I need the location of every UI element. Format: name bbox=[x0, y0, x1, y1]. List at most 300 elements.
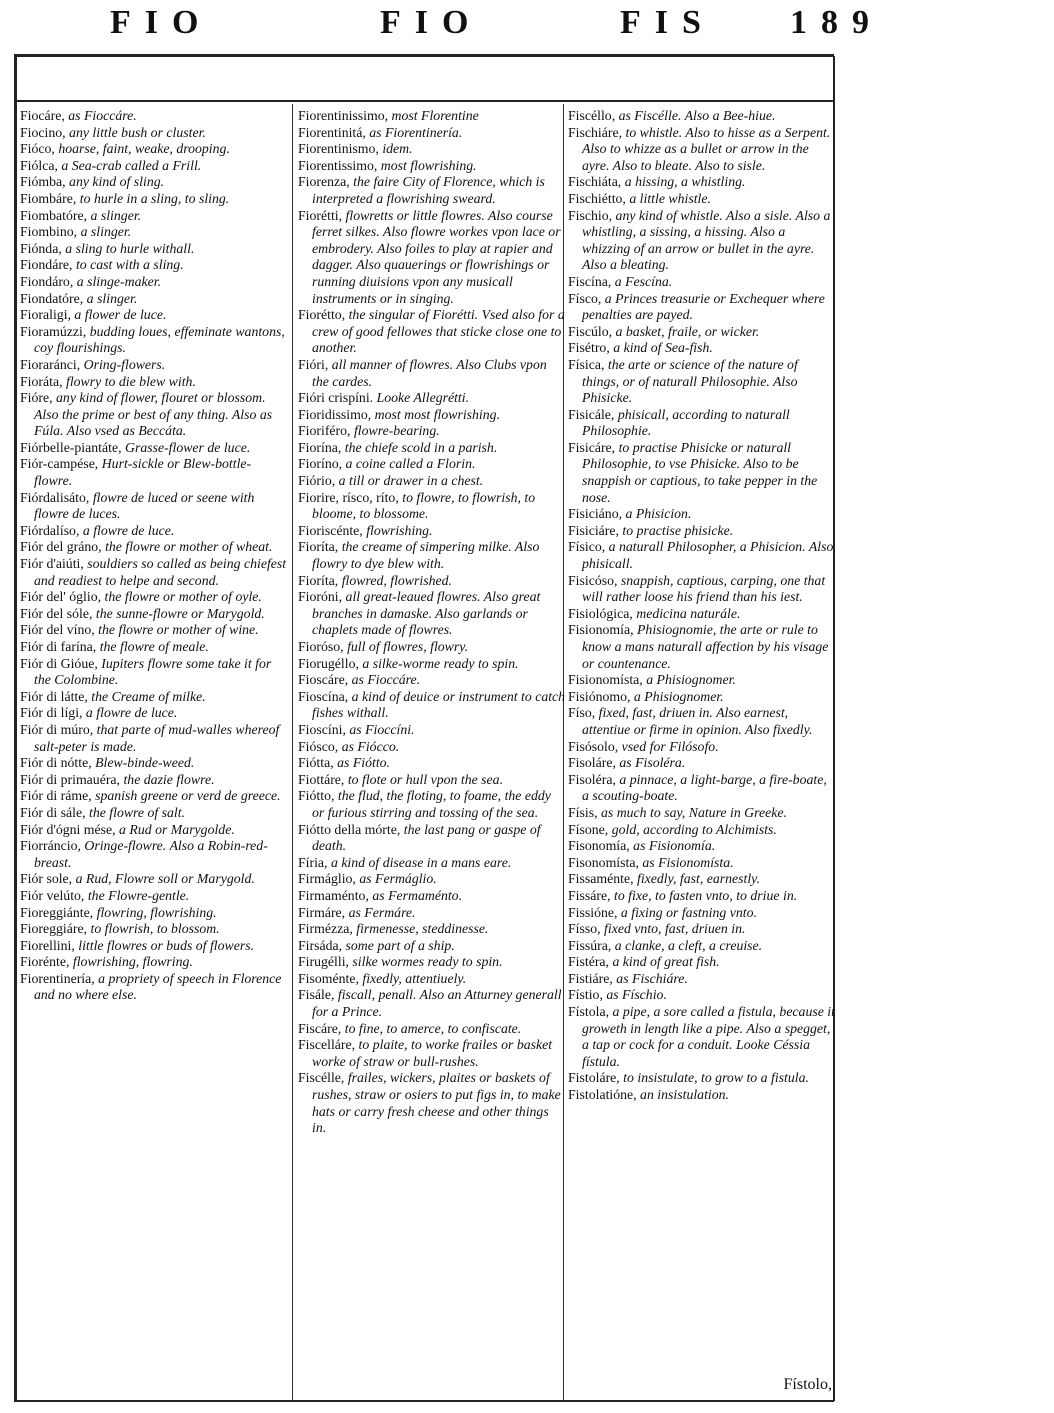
dictionary-entry bbox=[298, 473, 566, 490]
dictionary-entry bbox=[298, 490, 566, 523]
definition: the arte or science of the nature of things, or of naturall Philosophie. Also Phisicke. bbox=[582, 356, 798, 406]
definition: that parte of mud-walles whereof salt-peter is made. bbox=[34, 721, 280, 754]
headword: Fiórdalisáto, bbox=[20, 489, 90, 505]
definition: to flote or hull vpon the sea. bbox=[344, 771, 504, 787]
definition: a Phisiognomer. bbox=[630, 688, 724, 704]
definition: a naturall Philosopher, a Phisicion. Also phisicall. bbox=[582, 539, 834, 572]
dictionary-entry bbox=[20, 174, 288, 191]
dictionary-entry bbox=[298, 108, 566, 125]
definition: vsed for Filósofo. bbox=[618, 738, 719, 754]
definition: a slinger. bbox=[87, 207, 142, 223]
definition: flowry to die blew with. bbox=[62, 373, 196, 389]
dictionary-entry bbox=[298, 656, 566, 673]
definition: a Phisicion. bbox=[622, 506, 692, 522]
definition: the flud, the floting, to foame, the eddy or furious stirring and tossing of the sea. bbox=[312, 788, 551, 820]
headword: Físo, bbox=[568, 705, 596, 721]
dictionary-entry bbox=[20, 125, 288, 142]
dictionary-entry bbox=[298, 423, 566, 440]
definition: a flowre de luce. bbox=[82, 705, 178, 721]
definition: the flowre or mother of wheat. bbox=[101, 539, 273, 555]
headword: Fiscáre, bbox=[298, 1020, 342, 1036]
dictionary-entry bbox=[568, 755, 836, 772]
definition: to flowre, to flowrish, to bloome, to blossome. bbox=[312, 489, 536, 522]
dictionary-entry bbox=[20, 523, 288, 540]
dictionary-entry bbox=[20, 141, 288, 158]
definition: any little bush or cluster. bbox=[65, 124, 206, 140]
headword: Fioraránci, bbox=[20, 356, 81, 372]
headword: Firmáre, bbox=[298, 904, 346, 920]
definition: some part of a ship. bbox=[342, 937, 455, 953]
definition: to fine, to amerce, to confiscate. bbox=[341, 1020, 522, 1036]
dictionary-entry bbox=[298, 822, 566, 855]
dictionary-entry bbox=[568, 689, 836, 706]
dictionary-entry bbox=[298, 971, 566, 988]
definition: most flowrishing. bbox=[377, 157, 477, 173]
definition: as Fiócco. bbox=[338, 738, 400, 754]
definition: a sling to hurle withall. bbox=[61, 240, 195, 256]
dictionary-entry bbox=[568, 672, 836, 689]
dictionary-entry bbox=[20, 307, 288, 324]
definition: as Fisoléra. bbox=[615, 755, 686, 771]
running-header bbox=[0, 0, 1054, 60]
dictionary-entry bbox=[298, 921, 566, 938]
headword: Fiório, bbox=[298, 473, 336, 489]
headword: Fiór del gráno, bbox=[20, 539, 102, 555]
headword: Fiór di látte, bbox=[20, 688, 88, 704]
header-left: FIO bbox=[110, 4, 213, 41]
headword: Físone, bbox=[568, 821, 609, 837]
dictionary-entry bbox=[20, 722, 288, 755]
dictionary-entry bbox=[568, 606, 836, 623]
dictionary-entry bbox=[20, 954, 288, 971]
headword: Fiorénte, bbox=[20, 954, 70, 970]
dictionary-entry bbox=[20, 374, 288, 391]
headword: Fiorentissimo, bbox=[298, 157, 378, 173]
definition: Looke Allegrétti. bbox=[373, 390, 470, 406]
definition: budding loues, effeminate wantons, coy flourishings. bbox=[34, 323, 285, 356]
definition: to whistle. Also to hisse as a Serpent. Also to whizze as a bullet or arrow in the ayre. Also to bleate. Also to sisle. bbox=[582, 124, 831, 173]
headword: Fiór sole, bbox=[20, 871, 73, 887]
headword: Física, bbox=[568, 356, 605, 372]
definition: Iupiters flowre some take it for the Colombine. bbox=[34, 655, 272, 688]
headword: Fischiétto, bbox=[568, 190, 626, 206]
dictionary-entry bbox=[298, 938, 566, 955]
headword: Firugélli, bbox=[298, 954, 349, 970]
definition: full of flowres, flowry. bbox=[343, 639, 469, 654]
definition: a flowre de luce. bbox=[79, 522, 175, 538]
dictionary-entry bbox=[20, 888, 288, 905]
definition: silke wormes ready to spin. bbox=[348, 954, 503, 970]
headword: Firsáda, bbox=[298, 937, 343, 953]
dictionary-entry bbox=[20, 606, 288, 623]
dictionary-entry bbox=[20, 905, 288, 922]
headword: Físso, bbox=[568, 921, 601, 937]
headword: Fisiciáre, bbox=[568, 522, 619, 538]
dictionary-entry bbox=[20, 639, 288, 656]
dictionary-entry bbox=[298, 456, 566, 473]
headword: Fiocino, bbox=[20, 124, 66, 140]
headword: Fióri, bbox=[298, 356, 329, 372]
headword: Fisoléra, bbox=[568, 771, 616, 787]
definition: a pipe, a sore called a fistula, because it groweth in length like a pipe. Also a spegget, a tap or cock for a conduit. Looke Céssia fístula. bbox=[582, 1004, 835, 1069]
headword: Fiór di nótte, bbox=[20, 755, 92, 771]
dictionary-entry bbox=[298, 523, 566, 540]
dictionary-entry bbox=[298, 871, 566, 888]
headword: Fissúra, bbox=[568, 937, 612, 953]
definition: the chiefe scold in a parish. bbox=[341, 439, 498, 455]
definition: a slinger. bbox=[77, 224, 132, 240]
dictionary-entry bbox=[298, 689, 566, 722]
dictionary-entry bbox=[20, 589, 288, 606]
headword: Fiór di primauéra, bbox=[20, 771, 121, 787]
definition: as Fioccíni. bbox=[345, 721, 415, 737]
dictionary-entry bbox=[298, 141, 566, 158]
dictionary-entry bbox=[298, 987, 566, 1020]
page-number: 189 bbox=[790, 4, 883, 41]
definition: fixed vnto, fast, driuen in. bbox=[600, 921, 746, 937]
headword: Fiótto della mórte, bbox=[298, 821, 401, 837]
dictionary-entry bbox=[568, 921, 836, 938]
headword: Fistoláre, bbox=[568, 1070, 620, 1086]
definition: a Princes treasurie or Exchequer where penalties are payed. bbox=[582, 290, 825, 323]
definition: as Fioccáre. bbox=[64, 108, 137, 123]
headword: Fiorína, bbox=[298, 439, 342, 455]
headword: Fiór velúto, bbox=[20, 887, 85, 903]
headword: Fisoménte, bbox=[298, 970, 359, 986]
dictionary-entry bbox=[568, 1070, 836, 1087]
headword: Fisiológica, bbox=[568, 605, 633, 621]
dictionary-entry bbox=[20, 788, 288, 805]
dictionary-entry bbox=[298, 407, 566, 424]
headword: Fioramúzzi, bbox=[20, 323, 87, 339]
definition: as Fiótto. bbox=[333, 755, 390, 771]
dictionary-entry bbox=[20, 324, 288, 357]
headword: Fioriscénte, bbox=[298, 522, 363, 538]
headword: Fiórbelle-piantáte, bbox=[20, 439, 122, 455]
definition: Hurt-sickle or Blew-bottle-flowre. bbox=[34, 456, 252, 489]
headword: Fiorire, rísco, ríto, bbox=[298, 489, 399, 505]
headword: Fiór di múro, bbox=[20, 721, 94, 737]
headword: Fiór di farína, bbox=[20, 639, 97, 654]
headword: Fioridissimo, bbox=[298, 406, 372, 422]
definition: as Fioccáre. bbox=[348, 672, 421, 688]
definition: as Fiscélle. Also a Bee-hiue. bbox=[615, 108, 776, 123]
headword: Fioriféro, bbox=[298, 423, 351, 439]
headword: Fisionomísta, bbox=[568, 672, 643, 688]
headword: Fissióne, bbox=[568, 904, 618, 920]
dictionary-entry bbox=[20, 938, 288, 955]
headword: Fisiónomo, bbox=[568, 688, 631, 704]
headword: Fiór del sóle, bbox=[20, 605, 93, 621]
dictionary-entry bbox=[20, 971, 288, 1004]
headword: Fiombino, bbox=[20, 224, 78, 240]
dictionary-entry bbox=[298, 307, 566, 357]
dictionary-entry bbox=[568, 855, 836, 872]
headword: Fiscelláre, bbox=[298, 1037, 356, 1053]
dictionary-entry bbox=[20, 755, 288, 772]
headword: Fisále, bbox=[298, 987, 335, 1003]
headword: Fiorentinería, bbox=[20, 970, 95, 986]
dictionary-entry bbox=[568, 191, 836, 208]
definition: an insistulation. bbox=[636, 1087, 729, 1103]
headword: Fisicále, bbox=[568, 406, 615, 422]
dictionary-entry bbox=[568, 573, 836, 606]
headword: Fioscína, bbox=[298, 688, 349, 704]
headword: Fióco, bbox=[20, 141, 55, 157]
dictionary-entry bbox=[298, 672, 566, 689]
headword: Fisósolo, bbox=[568, 738, 619, 754]
definition: a kind of great fish. bbox=[609, 954, 720, 970]
dictionary-entry bbox=[298, 208, 566, 308]
definition: a slinger. bbox=[83, 290, 138, 306]
headword: Fioreggiáre, bbox=[20, 921, 88, 937]
dictionary-entry bbox=[20, 257, 288, 274]
headword: Físis, bbox=[568, 804, 598, 820]
dictionary-entry bbox=[298, 1021, 566, 1038]
dictionary-entry bbox=[20, 291, 288, 308]
definition: fixedly, attentiuely. bbox=[358, 970, 467, 986]
headword: Fiólca, bbox=[20, 157, 58, 173]
definition: a basket, fraile, or wicker. bbox=[612, 323, 760, 339]
definition: as Fermáglio. bbox=[355, 871, 437, 887]
dictionary-entry bbox=[568, 208, 836, 274]
headword: Fiondatóre, bbox=[20, 290, 84, 306]
dictionary-entry bbox=[298, 772, 566, 789]
dictionary-entry bbox=[298, 440, 566, 457]
dictionary-entry bbox=[20, 871, 288, 888]
definition: flowre de luced or seene with flowre de luces. bbox=[34, 489, 255, 522]
headword: Fiocáre, bbox=[20, 108, 65, 123]
headword: Fiorugéllo, bbox=[298, 655, 359, 671]
header-center: FIO bbox=[380, 4, 483, 41]
dictionary-entry bbox=[568, 622, 836, 672]
definition: phisicall, according to naturall Philosophie. bbox=[582, 406, 790, 439]
headword: Fiótto, bbox=[298, 788, 335, 804]
definition: a Rud, Flowre soll or Marygold. bbox=[72, 871, 255, 887]
dictionary-entry bbox=[298, 954, 566, 971]
definition: flowrishing. bbox=[362, 522, 433, 538]
column-divider bbox=[292, 104, 293, 1400]
definition: a coine called a Florin. bbox=[342, 456, 476, 472]
headword: Fístola, bbox=[568, 1004, 610, 1020]
dictionary-entry bbox=[298, 722, 566, 739]
definition: a Fescína. bbox=[611, 273, 673, 289]
headword: Físco, bbox=[568, 290, 602, 306]
dictionary-entry bbox=[568, 108, 836, 125]
dictionary-entry bbox=[298, 639, 566, 656]
headword: Fiórdalíso, bbox=[20, 522, 80, 538]
dictionary-column-2 bbox=[298, 108, 566, 1137]
headword: Fiottáre, bbox=[298, 771, 345, 787]
dictionary-entry bbox=[568, 888, 836, 905]
dictionary-entry bbox=[20, 689, 288, 706]
definition: a flower de luce. bbox=[70, 307, 167, 323]
dictionary-entry bbox=[20, 191, 288, 208]
definition: as Fiorentinería. bbox=[365, 124, 463, 140]
definition: to flowrish, to blossom. bbox=[87, 921, 220, 937]
definition: to hurle in a sling, to sling. bbox=[76, 190, 230, 206]
dictionary-column-3 bbox=[568, 108, 836, 1104]
headword: Fiombáre, bbox=[20, 190, 77, 206]
dictionary-entry bbox=[20, 208, 288, 225]
dictionary-entry bbox=[298, 539, 566, 572]
definition: any kind of flower, flouret or blossom. Also the prime or best of any thing. Also as Fúla. Also vsed as Beccáta. bbox=[34, 390, 273, 439]
headword: Fistiáre, bbox=[568, 970, 613, 986]
headword: Fiscúlo, bbox=[568, 323, 613, 339]
definition: most most flowrishing. bbox=[371, 406, 501, 422]
headword: Fistolatióne, bbox=[568, 1087, 637, 1103]
headword: Fioríta, bbox=[298, 539, 339, 555]
dictionary-entry bbox=[568, 805, 836, 822]
dictionary-entry bbox=[568, 705, 836, 738]
definition: a kind of disease in a mans eare. bbox=[327, 854, 512, 870]
dictionary-entry bbox=[298, 905, 566, 922]
headword: Firmézza, bbox=[298, 921, 353, 937]
dictionary-entry bbox=[568, 987, 836, 1004]
definition: medicina naturále. bbox=[632, 605, 741, 621]
definition: Blew-binde-weed. bbox=[91, 755, 195, 771]
headword: Fiósco, bbox=[298, 738, 339, 754]
definition: the singular of Fiorétti. Vsed also for a crew of good fellowes that sticke close one to another. bbox=[312, 307, 565, 356]
definition: a slinge-maker. bbox=[73, 273, 162, 289]
definition: souldiers so called as being chiefest and readiest to helpe and second. bbox=[34, 556, 287, 588]
dictionary-entry bbox=[298, 855, 566, 872]
headword: Fiorétto, bbox=[298, 307, 346, 323]
definition: fiscall, penall. Also an Atturney generall for a Prince. bbox=[312, 987, 562, 1020]
catchword: Fístolo, bbox=[783, 1376, 832, 1393]
definition: fixed, fast, driuen in. Also earnest, attentiue or firme in opinion. Also fixedly. bbox=[582, 705, 813, 737]
definition: Grasse-flower de luce. bbox=[121, 439, 251, 455]
definition: to practise Phisicke or naturall Philosophie, to vse Phisicke. Also to be snappish or captious, to take pepper in the nose. bbox=[582, 439, 818, 505]
definition: to fixe, to fasten vnto, to driue in. bbox=[610, 887, 798, 903]
definition: hoarse, faint, weake, drooping. bbox=[54, 141, 230, 157]
definition: to practise phisicke. bbox=[618, 522, 734, 538]
dictionary-entry bbox=[568, 539, 836, 572]
definition: the flowre of meale. bbox=[96, 639, 209, 654]
definition: the faire City of Florence, which is interpreted a flowrishing sweard. bbox=[312, 174, 545, 206]
headword: Fiótta, bbox=[298, 755, 334, 771]
headword: Fiorellini, bbox=[20, 937, 75, 953]
headword: Fioreggiánte, bbox=[20, 904, 94, 920]
dictionary-entry bbox=[20, 822, 288, 839]
dictionary-entry bbox=[298, 1070, 566, 1136]
definition: a till or drawer in a chest. bbox=[335, 473, 484, 489]
headword: Fioríta, bbox=[298, 572, 339, 588]
dictionary-entry bbox=[20, 158, 288, 175]
headword: Fiorentinitá, bbox=[298, 124, 366, 140]
definition: to insistulate, to grow to a fistula. bbox=[619, 1070, 809, 1086]
definition: flowrishing, flowring. bbox=[69, 954, 193, 970]
definition: to cast with a sling. bbox=[72, 257, 184, 273]
dictionary-entry bbox=[298, 573, 566, 590]
definition: flowring, flowrishing. bbox=[93, 904, 217, 920]
definition: Oring-flowers. bbox=[80, 356, 166, 372]
dictionary-entry bbox=[298, 888, 566, 905]
headword: Fióri crispíni. bbox=[298, 390, 374, 406]
definition: the flowre or mother of oyle. bbox=[101, 589, 262, 605]
headword: Fiorráncio, bbox=[20, 838, 81, 854]
definition: a clanke, a cleft, a creuise. bbox=[611, 937, 763, 953]
headword: Fiscína, bbox=[568, 273, 612, 289]
definition: gold, according to Alchimists. bbox=[608, 821, 777, 837]
headword: Fiorenza, bbox=[298, 174, 350, 190]
headword: Fistéra, bbox=[568, 954, 609, 970]
headword: Fioríno, bbox=[298, 456, 343, 472]
definition: flowre-bearing. bbox=[350, 423, 440, 439]
headword: Fiór d'ógni mése, bbox=[20, 821, 116, 837]
dictionary-entry bbox=[20, 440, 288, 457]
headword: Fiór del víno, bbox=[20, 622, 95, 638]
headword: Físico, bbox=[568, 539, 606, 555]
definition: as Físchio. bbox=[602, 987, 667, 1003]
dictionary-entry bbox=[568, 772, 836, 805]
dictionary-entry bbox=[298, 125, 566, 142]
headword: Fioscáre, bbox=[298, 672, 349, 688]
dictionary-entry bbox=[568, 739, 836, 756]
headword: Fischiáta, bbox=[568, 174, 622, 190]
headword: Fioráta, bbox=[20, 373, 63, 389]
dictionary-entry bbox=[20, 456, 288, 489]
definition: the flowre of salt. bbox=[85, 804, 186, 820]
headword: Fiór d'aiúti, bbox=[20, 556, 84, 572]
headword: Fioraligi, bbox=[20, 307, 71, 323]
headword: Fiór di ráme, bbox=[20, 788, 92, 804]
header-right: FIS bbox=[620, 4, 715, 41]
definition: as Fermáre. bbox=[345, 904, 416, 920]
dictionary-entry bbox=[20, 622, 288, 639]
definition: a little whistle. bbox=[625, 190, 711, 206]
dictionary-entry bbox=[20, 656, 288, 689]
definition: a kind of Sea-fish. bbox=[609, 340, 713, 356]
definition: fixedly, fast, earnestly. bbox=[633, 871, 760, 887]
definition: any kind of whistle. Also a sisle. Also a whistling, a sissing, a hissing. Also a whizzing of an arrow or bullet in the ayre. Also a bleating. bbox=[582, 207, 831, 273]
dictionary-entry bbox=[20, 357, 288, 374]
dictionary-entry bbox=[20, 224, 288, 241]
dictionary-column-1 bbox=[20, 108, 288, 1004]
dictionary-entry bbox=[568, 838, 836, 855]
headword: Fiorentinismo, bbox=[298, 141, 379, 157]
headword: Fiór di lígi, bbox=[20, 705, 83, 721]
dictionary-entry bbox=[298, 788, 566, 821]
headword: Fiorétti, bbox=[298, 207, 343, 223]
definition: as Fisionomía. bbox=[629, 838, 716, 854]
definition: flowretts or little flowres. Also course ferret silkes. Also flowre workes vpon lace or embrodery. Also foiles to play at rapier and dagger. Also quauerings or flowrishings or running diuisions vpon any musicall instruments or in singing. bbox=[312, 207, 561, 306]
headword: Fiscélle, bbox=[298, 1070, 345, 1086]
definition: most Florentine bbox=[388, 108, 479, 123]
headword: Fiscéllo, bbox=[568, 108, 616, 123]
dictionary-entry bbox=[568, 1087, 836, 1104]
dictionary-entry bbox=[568, 440, 836, 506]
headword: Fiombatóre, bbox=[20, 207, 88, 223]
dictionary-entry bbox=[20, 838, 288, 871]
dictionary-entry bbox=[568, 407, 836, 440]
definition: snappish, captious, carping, one that will rather loose his friend than his iest. bbox=[582, 572, 826, 605]
dictionary-entry bbox=[568, 822, 836, 839]
dictionary-entry bbox=[298, 357, 566, 390]
dictionary-entry bbox=[568, 174, 836, 191]
definition: to plaite, to worke frailes or basket worke of straw or bull-rushes. bbox=[312, 1037, 553, 1069]
definition: all great-leaued flowres. Also great branches in damaske. Also garlands or chaplets made of flowres. bbox=[312, 589, 541, 638]
dictionary-entry bbox=[568, 324, 836, 341]
headword: Fioróso, bbox=[298, 639, 344, 654]
dictionary-entry bbox=[568, 1004, 836, 1070]
dictionary-entry bbox=[20, 705, 288, 722]
definition: as Fischiáre. bbox=[612, 970, 688, 986]
definition: a silke-worme ready to spin. bbox=[358, 655, 519, 671]
headword: Fissaménte, bbox=[568, 871, 634, 887]
definition: frailes, wickers, plaites or baskets of rushes, straw or osiers to put figs in, to make hats or carry fresh cheese and other things in. bbox=[312, 1070, 561, 1136]
headword: Fischio, bbox=[568, 207, 613, 223]
